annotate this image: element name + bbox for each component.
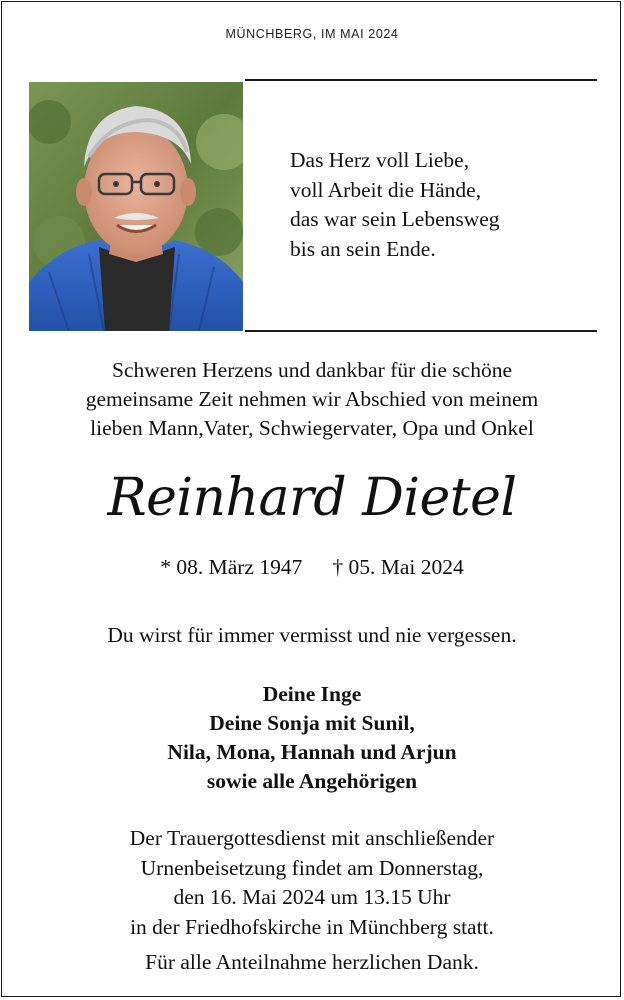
service-line: in der Friedhofskirche in Münchberg statt.	[130, 914, 494, 939]
family-line: Nila, Mona, Hannah und Arjun	[167, 740, 457, 764]
service-line: Urnenbeisetzung findet am Donnerstag,	[140, 855, 484, 880]
birth-date: * 08. März 1947	[160, 555, 303, 579]
divider-bottom	[245, 330, 597, 332]
intro-line: lieben Mann,Vater, Schwiegervater, Opa und Onkel	[90, 416, 534, 440]
poem-line: Das Herz voll Liebe,	[290, 148, 470, 172]
family-line: sowie alle Angehörigen	[206, 769, 418, 793]
life-dates	[0, 553, 624, 581]
poem-line: voll Arbeit die Hände,	[290, 177, 482, 202]
portrait-photo	[29, 82, 243, 331]
poem-line: das war sein Lebensweg	[290, 207, 500, 231]
service-info	[0, 824, 624, 942]
family-line: Deine Sonja mit Sunil,	[209, 711, 415, 735]
intro-line: gemeinsame Zeit nehmen wir Abschied von meinem	[85, 387, 539, 411]
service-line: Der Trauergottesdienst mit anschließender	[129, 826, 495, 850]
family-signatures	[0, 680, 624, 796]
poem-line: bis an sein Ende.	[290, 236, 436, 261]
deceased-name: Reinhard Dietel	[107, 468, 517, 528]
family-line: Deine Inge	[262, 682, 362, 706]
poem	[290, 146, 500, 264]
divider-top	[245, 79, 597, 81]
thanks-line: Für alle Anteilnahme herzlichen Dank.	[145, 950, 479, 974]
service-line: den 16. Mai 2024 um 13.15 Uhr	[173, 885, 451, 909]
intro-line: Schweren Herzens und dankbar für die schöne	[112, 358, 512, 382]
place-date: MÜNCHBERG, IM MAI 2024	[225, 27, 399, 41]
intro-text	[0, 356, 624, 443]
memorial-motto: Du wirst für immer vermisst und nie vergessen.	[107, 623, 517, 647]
death-date: † 05. Mai 2024	[332, 555, 464, 579]
